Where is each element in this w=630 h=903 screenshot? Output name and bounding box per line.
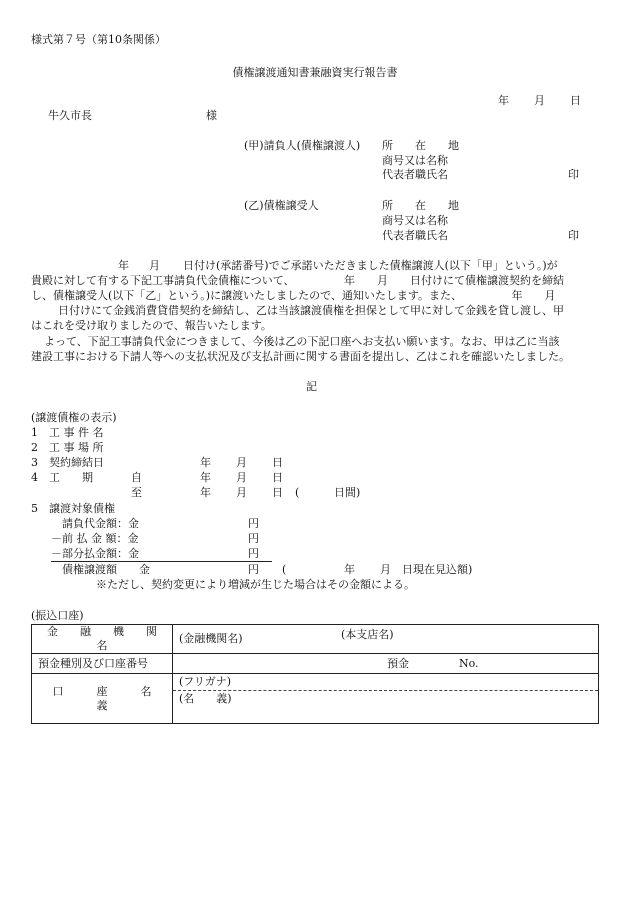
body-month: 月 <box>149 259 160 272</box>
contract-date-month: 月 <box>236 456 247 469</box>
party-b-label: (乙)債権譲受人 <box>244 199 319 212</box>
date-year: 年 <box>498 94 509 107</box>
date-day: 日 <box>570 94 581 107</box>
furigana-label: (フリガナ) <box>179 675 232 688</box>
partial-payment-yen: 円 <box>248 547 259 560</box>
document-title: 債権譲渡通知書兼融資実行報告書 <box>232 66 398 79</box>
advance-payment-yen: 円 <box>248 532 259 545</box>
furigana-row <box>173 674 598 691</box>
deposit-label: 預金 <box>387 657 409 670</box>
bank-name-hint: (金融機関名) <box>179 632 243 645</box>
amount-change-note: ※ただし、契約変更により増減が生じた場合はその金額による。 <box>96 578 415 591</box>
party-b-seal: 印 <box>568 229 579 242</box>
branch-hint: (本支店名) <box>341 628 394 641</box>
contract-amount-yen: 円 <box>248 517 259 530</box>
advance-payment-label: －前 払 金 額：金 <box>51 532 139 545</box>
body-line-7: 建設工事における下請人等への支払状況及び支払計画に関する書面を提出し、乙はこれを確認いたしました。 <box>31 350 570 363</box>
estimate-close: 日現在見込額) <box>402 563 473 576</box>
period-to-month: 月 <box>236 486 247 499</box>
estimate-month: 月 <box>380 563 391 576</box>
item-project-name: 1 工 事 件 名 <box>31 426 104 439</box>
account-type-label: 預金種別及び口座番号 <box>32 654 173 674</box>
body-line-3: し、債権譲受人(以下「乙」という。)に譲渡いたしましたので、通知いたします。また、 年 月 <box>31 289 556 302</box>
period-to-day: 日 <box>272 486 283 499</box>
estimate-year: 年 <box>344 563 355 576</box>
date-month: 月 <box>534 94 545 107</box>
account-number-label: No. <box>459 657 479 670</box>
item-contract-date: 3 契約締結日 <box>31 456 104 469</box>
account-type-cell <box>173 654 599 674</box>
party-b-address: 所 在 地 <box>382 199 459 212</box>
account-holder-cell <box>173 674 599 724</box>
body-line-6: よって、下記工事請負代金につきまして、今後は乙の下記口座へお支払い願います。なお、甲は乙に当該 <box>44 335 560 348</box>
subtotal-underline <box>51 561 272 562</box>
body-line-1: 日付け(承諾番号)でご承諾いただきました債権譲渡人(以下「甲」という。)が <box>183 259 558 272</box>
contract-date-day: 日 <box>272 456 283 469</box>
bank-name-cell <box>173 625 599 654</box>
recipient-name: 牛久市長 <box>48 109 92 122</box>
bank-account-table <box>31 624 599 724</box>
period-from-month: 月 <box>236 471 247 484</box>
holder-name-row <box>173 691 598 707</box>
body-line-2: 貴殿に対して有する下記工事請負代金債権について、 年 月 日付けにて債権譲渡契約を締結 <box>31 274 565 287</box>
recipient-honorific: 様 <box>206 109 217 122</box>
period-days-close: 日間) <box>334 486 361 499</box>
bank-heading: (振込口座) <box>31 609 84 622</box>
holder-name-label: (名 義) <box>179 692 232 705</box>
transfer-amount-yen: 円 <box>248 563 259 576</box>
period-from: 自 <box>131 471 142 484</box>
period-from-year: 年 <box>200 471 211 484</box>
party-a-company: 商号又は名称 <box>382 154 448 167</box>
party-b-company: 商号又は名称 <box>382 214 448 227</box>
partial-payment-label: －部分払金額：金 <box>51 547 139 560</box>
contract-amount-label: 請負代金額：金 <box>62 517 139 530</box>
item-period: 4 工 期 <box>31 471 93 484</box>
item-target-claim: 5 譲渡対象債権 <box>31 502 115 515</box>
account-holder-label: 口 座 名 義 <box>32 674 173 724</box>
party-b-representative: 代表者職氏名 <box>382 229 448 242</box>
period-from-day: 日 <box>272 471 283 484</box>
body-line-4: 日付けにて金銭消費貸借契約を締結し、乙は当該譲渡債権を担保として甲に対して金銭を貸し渡し、甲 <box>58 304 564 317</box>
party-a-address: 所 在 地 <box>382 139 459 152</box>
party-a-label: (甲)請負人(債権譲渡人) <box>244 139 361 152</box>
claim-heading: (譲渡債権の表示) <box>31 411 117 424</box>
party-a-representative: 代表者職氏名 <box>382 168 448 181</box>
bank-name-label: 金 融 機 関 名 <box>32 625 173 654</box>
form-number: 様式第７号（第10条関係） <box>31 33 166 46</box>
period-days-open: ( <box>295 486 300 499</box>
body-year: 年 <box>118 259 129 272</box>
period-to: 至 <box>131 486 142 499</box>
period-to-year: 年 <box>200 486 211 499</box>
contract-date-year: 年 <box>200 456 211 469</box>
transfer-amount-label: 債権譲渡額 金 <box>62 563 150 576</box>
note-heading: 記 <box>306 380 317 393</box>
estimate-open: ( <box>282 563 287 576</box>
item-project-location: 2 工 事 場 所 <box>31 441 104 454</box>
body-line-5: はこれを受け取りましたので、報告いたします。 <box>31 319 272 332</box>
party-a-seal: 印 <box>568 168 579 181</box>
